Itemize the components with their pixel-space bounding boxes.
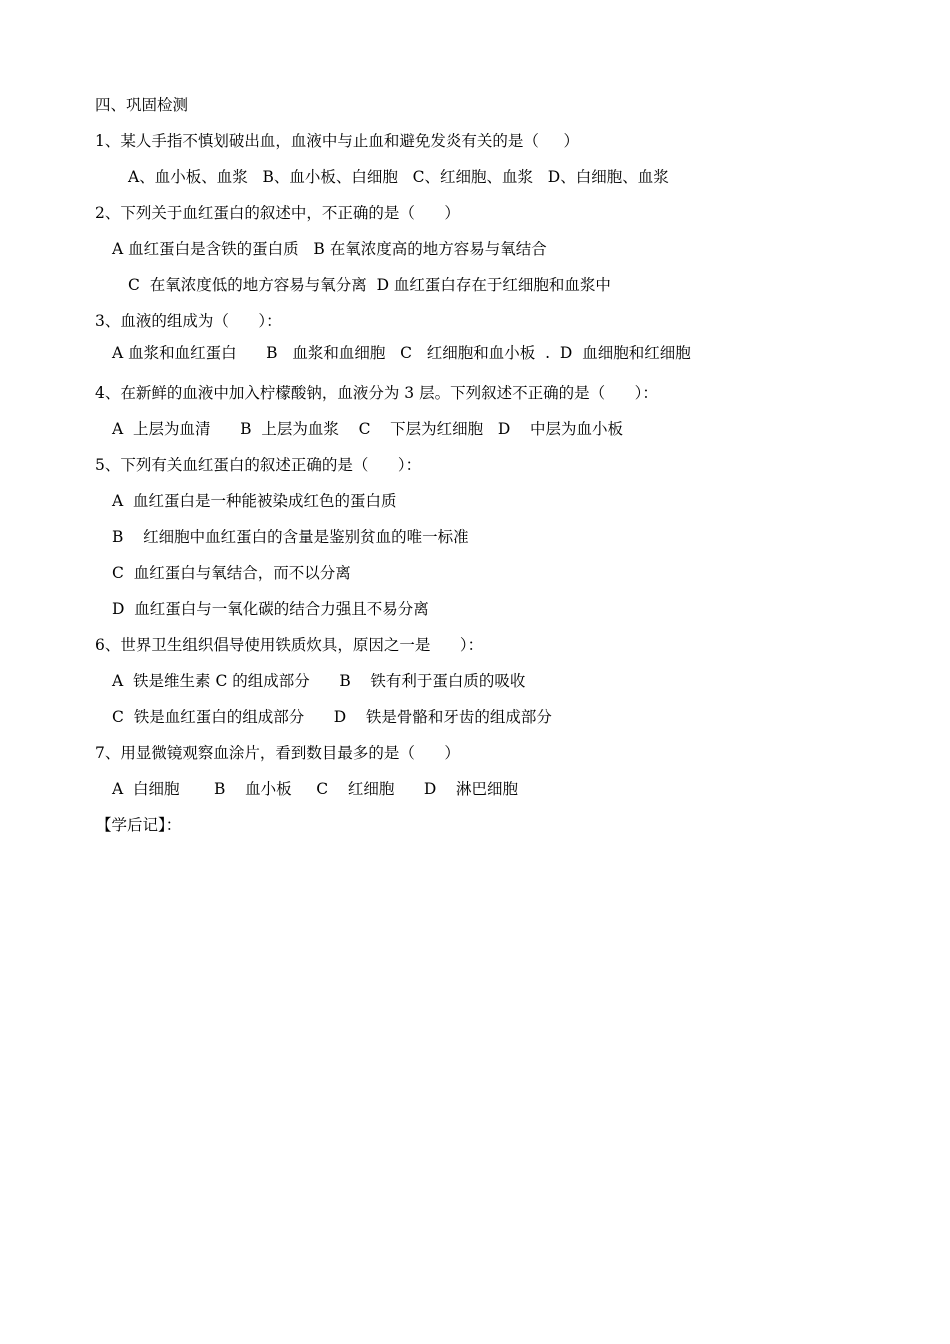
question-5-option-d: D 血红蛋白与一氧化碳的结合力强且不易分离 <box>112 600 429 618</box>
section-title: 四、巩固检测 <box>95 96 189 114</box>
question-6-stem: 6、世界卫生组织倡导使用铁质炊具，原因之一是 ）： <box>95 636 484 654</box>
question-5-option-c: C 血红蛋白与氧结合，而不以分离 <box>112 564 351 582</box>
question-2-options-line-1: A 血红蛋白是含铁的蛋白质 B 在氧浓度高的地方容易与氧结合 <box>112 240 547 258</box>
question-1-options: A、血小板、血浆 B、血小板、白细胞 C、红细胞、血浆 D、白细胞、血浆 <box>128 168 669 186</box>
question-2-stem: 2、下列关于血红蛋白的叙述中，不正确的是（ ） <box>95 204 460 222</box>
question-2-options-line-2: C 在氧浓度低的地方容易与氧分离 D 血红蛋白存在于红细胞和血浆中 <box>128 276 611 294</box>
question-5-stem: 5、下列有关血红蛋白的叙述正确的是（ ）： <box>95 456 422 474</box>
question-3-options: A 血浆和血红蛋白 B 血浆和血细胞 C 红细胞和血小板 . D 血细胞和红细胞 <box>112 344 691 362</box>
question-4-options: A 上层为血清 B 上层为血浆 C 下层为红细胞 D 中层为血小板 <box>112 420 624 438</box>
question-7-stem: 7、用显微镜观察血涂片，看到数目最多的是（ ） <box>95 744 460 762</box>
question-3-stem: 3、血液的组成为（ ）： <box>95 312 282 330</box>
question-6-options-line-2: C 铁是血红蛋白的组成部分 D 铁是骨骼和牙齿的组成部分 <box>112 708 552 726</box>
question-5-option-a: A 血红蛋白是一种能被染成红色的蛋白质 <box>112 492 397 510</box>
question-5-option-b: B 红细胞中血红蛋白的含量是鉴别贫血的唯一标准 <box>112 528 469 546</box>
question-1-stem: 1、某人手指不慎划破出血，血液中与止血和避免发炎有关的是（ ） <box>95 132 579 150</box>
question-7-options: A 白细胞 B 血小板 C 红细胞 D 淋巴细胞 <box>112 780 519 798</box>
notes-label: 【学后记】： <box>96 816 182 834</box>
question-6-options-line-1: A 铁是维生素 C 的组成部分 B 铁有利于蛋白质的吸收 <box>112 672 526 690</box>
question-4-stem: 4、在新鲜的血液中加入柠檬酸钠，血液分为 3 层。下列叙述不正确的是（ ）： <box>95 384 658 402</box>
